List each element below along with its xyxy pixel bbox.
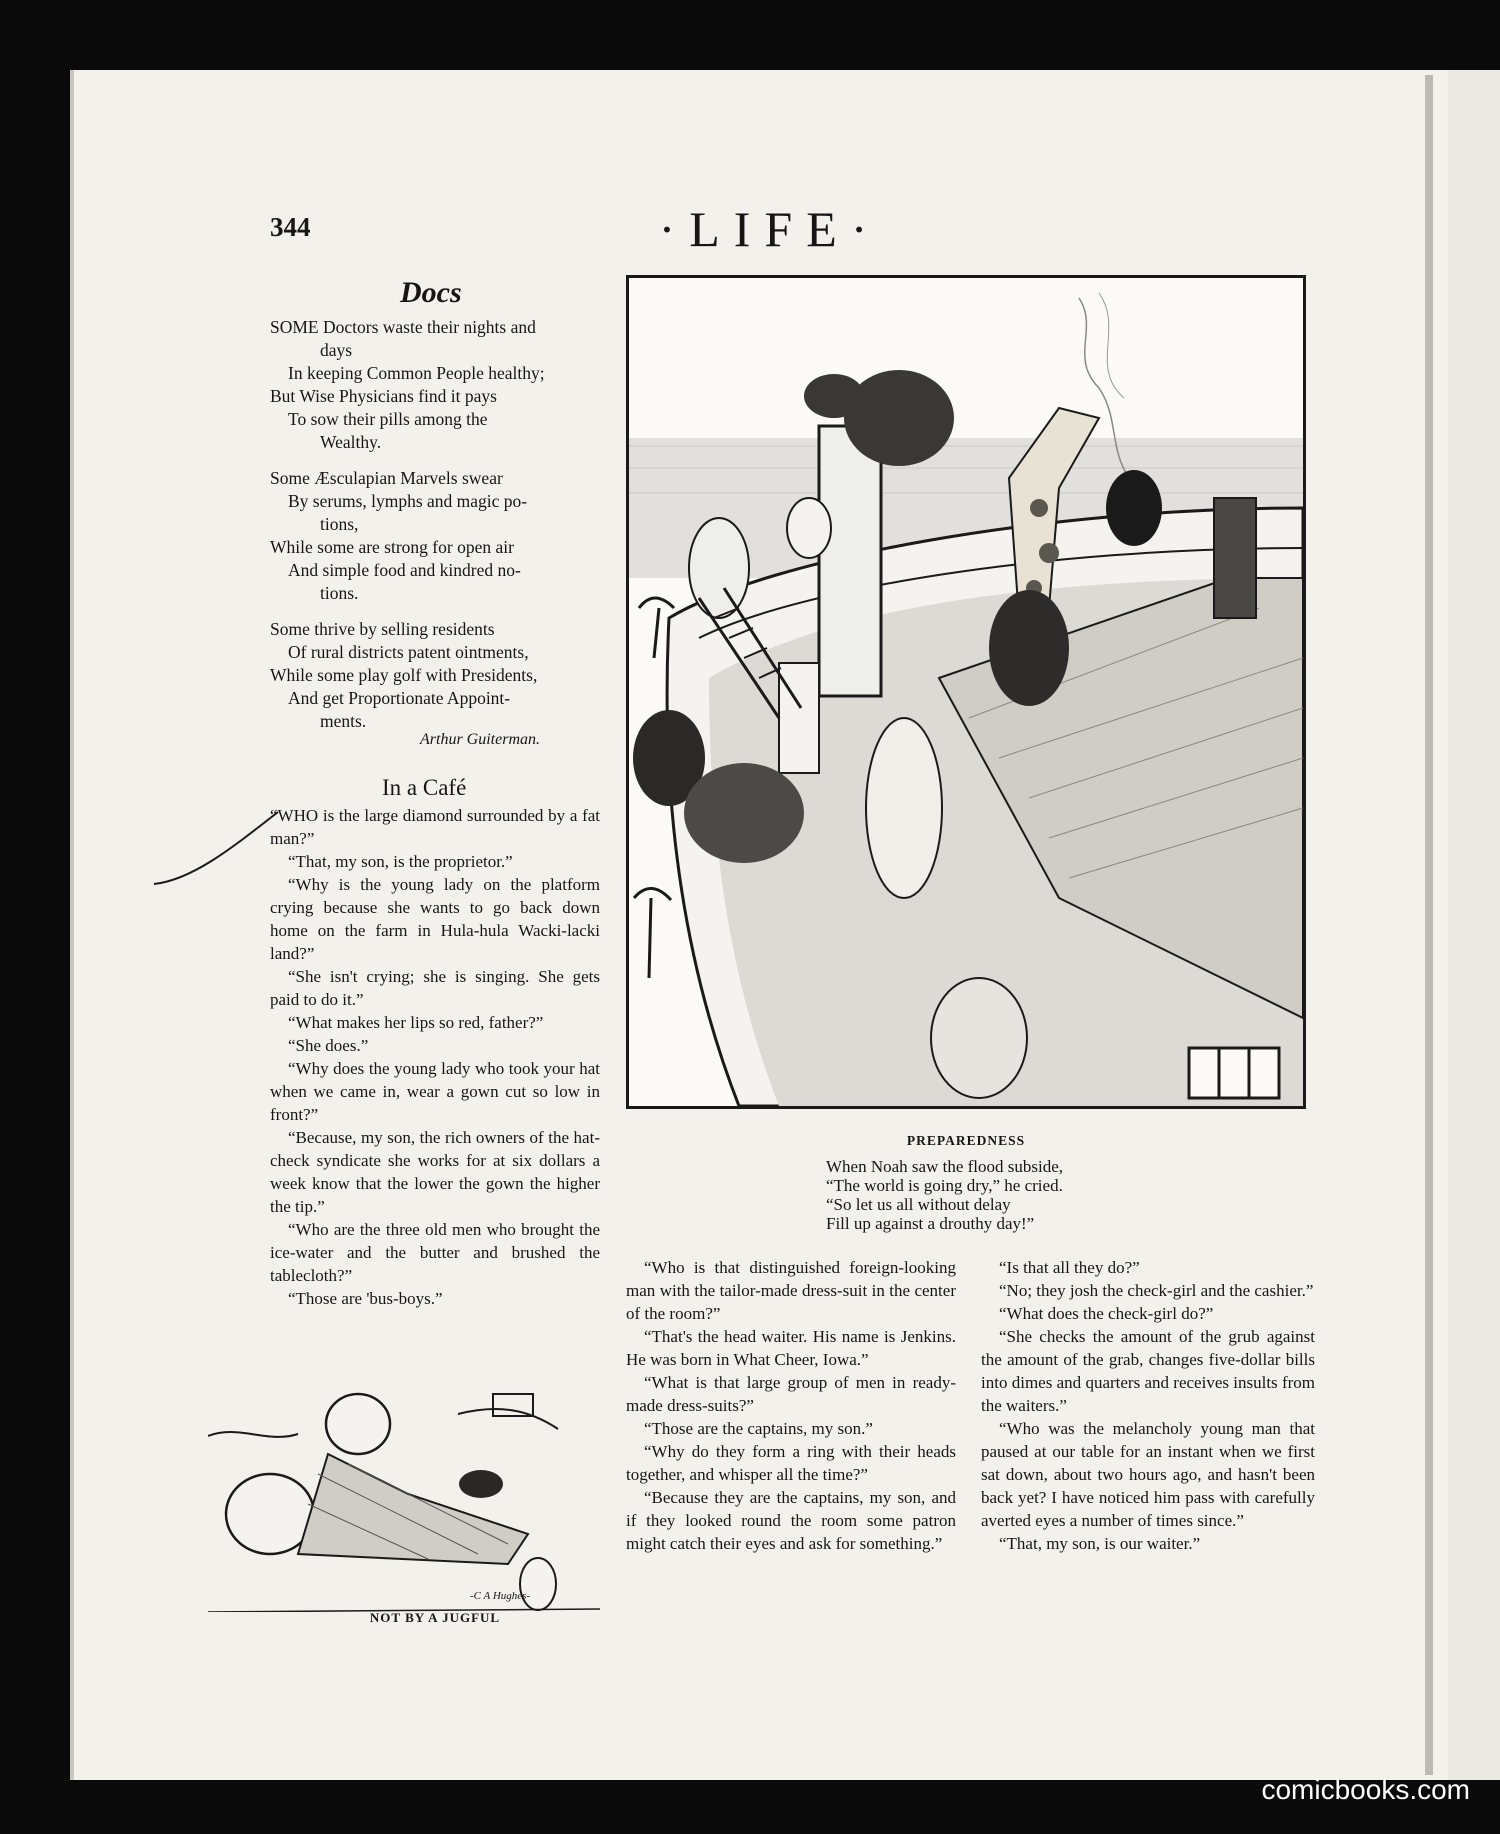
dialogue-paragraph: “That's the head waiter. His name is Jenkins. He was born in What Cheer, Iowa.” (626, 1327, 956, 1369)
poem-line: tions, (320, 514, 359, 534)
verse-line: When Noah saw the flood subside, (826, 1157, 1064, 1176)
dialogue-paragraph: “That, my son, is our waiter.” (999, 1534, 1201, 1553)
poem-line: And simple food and kindred no- (288, 560, 521, 580)
verse-line: “The world is going dry,” he cried. (826, 1176, 1063, 1195)
page-edge (1425, 75, 1433, 1775)
ark-illustration (626, 275, 1306, 1109)
poem-line: And get Proportionate Appoint- (288, 688, 511, 708)
dialogue-paragraph: “She does.” (288, 1036, 369, 1055)
poem-line: To sow their pills among the (288, 409, 488, 429)
facing-page-edge (1448, 70, 1500, 1780)
dialogue-paragraph: “Why is the young lady on the platform crying because she wants to go back down home on the farm in Hula-hula Wacki-lacki land?” (270, 875, 600, 963)
dialogue-paragraph: “No; they josh the check-girl and the cashier.” (999, 1281, 1314, 1300)
dialogue-paragraph: “Is that all they do?” (999, 1258, 1140, 1277)
dialogue-paragraph: “Those are 'bus-boys.” (288, 1289, 443, 1308)
watermark-text: comicbooks.com (1261, 1774, 1470, 1805)
page-number: 344 (270, 212, 311, 242)
poem-line: While some are strong for open air (270, 537, 514, 557)
poem-stanza (270, 467, 600, 605)
dialogue-paragraph: “Who is that distinguished foreign-looking man with the tailor-made dress-suit in the center of the room?” (626, 1258, 956, 1323)
dialogue-paragraph: “She checks the amount of the grub against the amount of the grab, changes five-dollar bills into dimes and quarters and receives insults from the waiters.” (981, 1327, 1315, 1415)
poem-line: Some Æsculapian Marvels swear (270, 468, 503, 488)
dialogue-paragraph: “Who are the three old men who brought the ice-water and the butter and brushed the tablecloth?” (270, 1220, 600, 1285)
poem-line: Of rural districts patent ointments, (288, 642, 529, 662)
dialogue-paragraph: “What makes her lips so red, father?” (288, 1013, 544, 1032)
poem-author: Arthur Guiterman. (420, 731, 540, 748)
illustration-verse (826, 1157, 1156, 1233)
cartoon-drawing (208, 1374, 600, 1612)
poem-line: ments. (320, 711, 367, 731)
dialogue-paragraph: “Because, my son, the rich owners of the hat-check syndicate she works for at six dollars a week know that the lower the gown the higher the tip.” (270, 1128, 600, 1216)
dialogue-paragraph: “She isn't crying; she is singing. She gets paid to do it.” (270, 967, 600, 1009)
illustration-title: PREPAREDNESS (906, 1133, 1026, 1148)
dialogue-paragraph: “What is that large group of men in ready-made dress-suits?” (626, 1373, 956, 1415)
poem-line: tions. (320, 583, 359, 603)
jug-cartoon (208, 1374, 600, 1612)
poem-line: Wealthy. (320, 432, 382, 452)
poem-line: By serums, lymphs and magic po- (288, 491, 528, 511)
poem-stanza (270, 618, 600, 733)
cartoon-caption: NOT BY A JUGFUL (369, 1610, 501, 1625)
article-column-2 (626, 1256, 956, 1555)
artist-signature: -C A Hughes- (470, 1590, 531, 1602)
verse-line: “So let us all without delay (826, 1195, 1011, 1214)
poem-stanza (270, 316, 600, 454)
article-title: In a Café (382, 775, 467, 800)
poem-line: SOME Doctors waste their nights and (270, 317, 536, 337)
dialogue-paragraph: “Why do they form a ring with their heads together, and whisper all the time?” (626, 1442, 956, 1484)
article-column-3 (981, 1256, 1315, 1555)
poem-title: Docs (400, 276, 462, 309)
masthead: ·LIFE· (658, 201, 882, 257)
dialogue-paragraph: “What does the check-girl do?” (999, 1304, 1214, 1323)
ark-drawing (629, 278, 1303, 1106)
dialogue-paragraph: “Who was the melancholy young man that paused at our table for an instant when we first sat down, about two hours ago, and hasn't been back yet? I have noticed him pass with carefully averted eyes a number of times since.” (981, 1419, 1315, 1530)
poem-line: In keeping Common People healthy; (288, 363, 545, 383)
verse-line: Fill up against a drouthy day!” (826, 1214, 1035, 1233)
article-column-1 (270, 804, 600, 1310)
dialogue-paragraph: “WHO is the large diamond surrounded by a fat man?” (270, 806, 600, 848)
poem-line: days (320, 340, 353, 360)
poem-line: While some play golf with Presidents, (270, 665, 538, 685)
dialogue-paragraph: “Those are the captains, my son.” (644, 1419, 873, 1438)
dialogue-paragraph: “Why does the young lady who took your hat when we came in, wear a gown cut so low in front?” (270, 1059, 600, 1124)
poem-body (270, 316, 600, 746)
poem-line: But Wise Physicians find it pays (270, 386, 497, 406)
poem-line: Some thrive by selling residents (270, 619, 495, 639)
dialogue-paragraph: “Because they are the captains, my son, and if they looked round the room some patron might catch their eyes and ask for something.” (626, 1488, 956, 1553)
pen-stroke-mark (152, 808, 282, 888)
dialogue-paragraph: “That, my son, is the proprietor.” (288, 852, 513, 871)
